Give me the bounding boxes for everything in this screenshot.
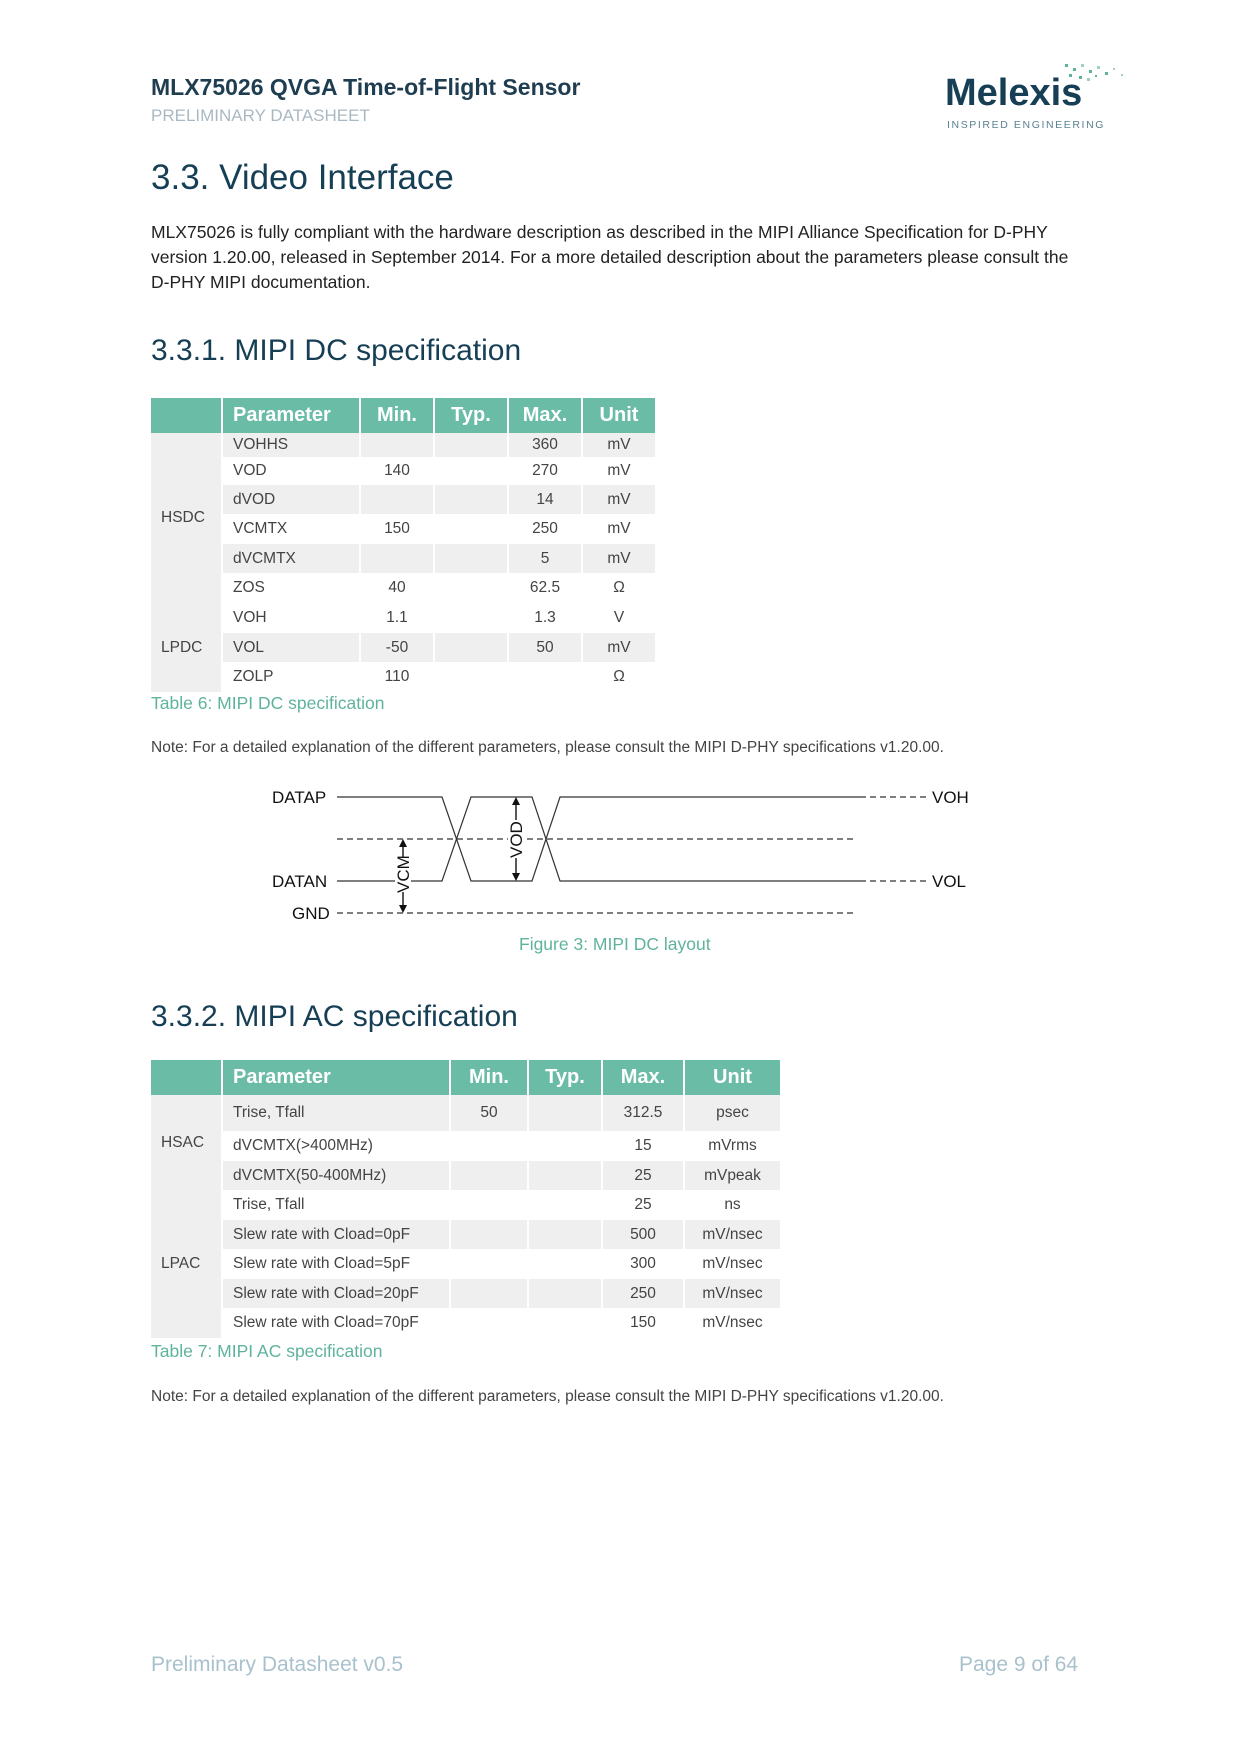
footer-page-number: Page 9 of 64 xyxy=(959,1653,1079,1676)
cell-typ xyxy=(434,544,508,573)
cell-parameter: Slew rate with Cload=0pF xyxy=(222,1220,450,1249)
table-header-max: Max. xyxy=(602,1060,684,1095)
cell-parameter: VOHHS xyxy=(222,433,360,457)
cell-parameter: Slew rate with Cload=5pF xyxy=(222,1249,450,1279)
cell-max: 250 xyxy=(508,514,582,544)
label-vol: VOL xyxy=(932,872,967,891)
figure-caption: Figure 3: MIPI DC layout xyxy=(519,934,711,954)
cell-max: 14 xyxy=(508,485,582,514)
cell-max: 300 xyxy=(602,1249,684,1279)
vcm-arrow-head-bottom xyxy=(399,905,407,913)
dc-table-caption: Table 6: MIPI DC specification xyxy=(151,693,385,713)
table-header-min: Min. xyxy=(450,1060,528,1095)
cell-parameter: Slew rate with Cload=20pF xyxy=(222,1279,450,1308)
table-header-unit: Unit xyxy=(684,1060,781,1095)
document-subtitle: PRELIMINARY DATASHEET xyxy=(151,106,370,125)
cell-parameter: ZOLP xyxy=(222,662,360,692)
cell-typ xyxy=(528,1279,602,1308)
table-row xyxy=(151,573,656,603)
cell-max: 5 xyxy=(508,544,582,573)
table-row xyxy=(151,603,656,633)
cell-typ xyxy=(528,1220,602,1249)
cell-typ xyxy=(434,573,508,603)
group-label: LPAC xyxy=(151,1190,222,1338)
cell-max: 250 xyxy=(602,1279,684,1308)
group-label: HSDC xyxy=(151,433,222,603)
vcm-arrow-head-top xyxy=(399,839,407,847)
melexis-logo xyxy=(945,62,1130,134)
table-header-group xyxy=(151,398,222,433)
cell-unit: mV/nsec xyxy=(684,1279,781,1308)
table-header-max: Max. xyxy=(508,398,582,433)
cell-unit: V xyxy=(582,603,656,633)
ac-table-caption: Table 7: MIPI AC specification xyxy=(151,1341,383,1361)
cell-max: 312.5 xyxy=(602,1095,684,1131)
cell-parameter: VOD xyxy=(222,457,360,485)
cell-unit: mVrms xyxy=(684,1131,781,1161)
cell-parameter: Trise, Tfall xyxy=(222,1190,450,1220)
cell-min xyxy=(450,1279,528,1308)
cell-min xyxy=(450,1190,528,1220)
cell-max: 15 xyxy=(602,1131,684,1161)
table-row xyxy=(151,1131,781,1161)
table-row xyxy=(151,1161,781,1190)
table-row xyxy=(151,662,656,692)
cell-min: 140 xyxy=(360,457,434,485)
group-label: LPDC xyxy=(151,603,222,692)
label-vcm: VCM xyxy=(394,855,413,893)
table-row xyxy=(151,1095,781,1131)
cell-parameter: VOL xyxy=(222,633,360,662)
cell-typ xyxy=(528,1131,602,1161)
section-title: 3.3. Video Interface xyxy=(151,158,454,197)
cell-typ xyxy=(434,485,508,514)
cell-typ xyxy=(434,457,508,485)
cell-min xyxy=(360,433,434,457)
cell-unit: mVpeak xyxy=(684,1161,781,1190)
cell-max: 25 xyxy=(602,1190,684,1220)
cell-typ xyxy=(434,603,508,633)
table-row xyxy=(151,1190,781,1220)
cell-unit: mV/nsec xyxy=(684,1249,781,1279)
group-label: HSAC xyxy=(151,1095,222,1190)
cell-min xyxy=(450,1308,528,1338)
table-row xyxy=(151,633,656,662)
table-row xyxy=(151,485,656,514)
logo-tagline: INSPIRED ENGINEERING xyxy=(947,119,1106,131)
cell-unit: mV/nsec xyxy=(684,1308,781,1338)
cell-typ xyxy=(528,1095,602,1131)
table-row xyxy=(151,544,656,573)
label-vod: VOD xyxy=(507,821,526,858)
cell-max: 270 xyxy=(508,457,582,485)
label-voh: VOH xyxy=(932,788,969,807)
cell-unit: Ω xyxy=(582,662,656,692)
cell-unit: mV xyxy=(582,485,656,514)
cell-parameter: VCMTX xyxy=(222,514,360,544)
cell-min: 50 xyxy=(450,1095,528,1131)
cell-unit: psec xyxy=(684,1095,781,1131)
cell-min xyxy=(360,485,434,514)
section-intro: MLX75026 is fully compliant with the hardware description as described in the MIPI Alliance Specification for D-PHY version 1.20.00, released in September 2014. For a more detailed description about the parameters please consult the D-PHY MIPI documentation. xyxy=(151,222,1069,292)
table-row xyxy=(151,457,656,485)
label-datan: DATAN xyxy=(272,872,328,891)
cell-max: 25 xyxy=(602,1161,684,1190)
cell-typ xyxy=(528,1308,602,1338)
cell-max: 62.5 xyxy=(508,573,582,603)
cell-typ xyxy=(528,1190,602,1220)
table-header-parameter: Parameter xyxy=(222,398,360,433)
table-row xyxy=(151,1308,781,1338)
cell-min xyxy=(450,1161,528,1190)
document-title: MLX75026 QVGA Time-of-Flight Sensor xyxy=(151,74,581,100)
cell-min: 150 xyxy=(360,514,434,544)
cell-max: 1.3 xyxy=(508,603,582,633)
table-row xyxy=(151,1220,781,1249)
cell-unit: mV xyxy=(582,544,656,573)
cell-typ xyxy=(528,1249,602,1279)
cell-min: 1.1 xyxy=(360,603,434,633)
cell-unit: mV/nsec xyxy=(684,1220,781,1249)
ac-spec-title: 3.3.2. MIPI AC specification xyxy=(151,1000,518,1033)
cell-parameter: Trise, Tfall xyxy=(222,1095,450,1131)
cell-unit: Ω xyxy=(582,573,656,603)
table-header-row xyxy=(151,398,656,433)
table-row xyxy=(151,1249,781,1279)
ac-spec-table xyxy=(151,1060,782,1338)
cell-unit: mV xyxy=(582,514,656,544)
ac-note: Note: For a detailed explanation of the different parameters, please consult the MIPI D-PHY specifications v1.20.00. xyxy=(151,1388,944,1405)
cell-typ xyxy=(434,633,508,662)
table-row xyxy=(151,433,656,457)
table-row xyxy=(151,1279,781,1308)
logo-wordmark: Melexis xyxy=(945,72,1083,114)
cell-max: 50 xyxy=(508,633,582,662)
cell-typ xyxy=(528,1161,602,1190)
cell-parameter: ZOS xyxy=(222,573,360,603)
cell-typ xyxy=(434,514,508,544)
table-row xyxy=(151,514,656,544)
label-gnd: GND xyxy=(292,904,330,920)
vod-arrow-head-bottom xyxy=(512,873,520,881)
cell-parameter: dVCMTX xyxy=(222,544,360,573)
cell-max: 150 xyxy=(602,1308,684,1338)
cell-unit: mV xyxy=(582,457,656,485)
table-header-group xyxy=(151,1060,222,1095)
cell-max: 500 xyxy=(602,1220,684,1249)
dc-spec-table xyxy=(151,398,657,692)
vod-arrow-head-top xyxy=(512,797,520,805)
table-header-unit: Unit xyxy=(582,398,656,433)
dc-spec-title: 3.3.1. MIPI DC specification xyxy=(151,334,522,367)
cell-unit: ns xyxy=(684,1190,781,1220)
cell-min: 40 xyxy=(360,573,434,603)
cell-min xyxy=(450,1249,528,1279)
label-datap: DATAP xyxy=(272,788,327,807)
dc-note: Note: For a detailed explanation of the different parameters, please consult the MIPI D-PHY specifications v1.20.00. xyxy=(151,739,944,756)
cell-parameter: dVOD xyxy=(222,485,360,514)
cell-unit: mV xyxy=(582,633,656,662)
cell-min xyxy=(360,544,434,573)
cell-min xyxy=(450,1131,528,1161)
mipi-dc-layout-diagram xyxy=(260,780,980,920)
cell-typ xyxy=(434,433,508,457)
cell-max: 360 xyxy=(508,433,582,457)
table-header-typ: Typ. xyxy=(434,398,508,433)
cell-unit: mV xyxy=(582,433,656,457)
table-header-min: Min. xyxy=(360,398,434,433)
cell-parameter: dVCMTX(>400MHz) xyxy=(222,1131,450,1161)
table-header-parameter: Parameter xyxy=(222,1060,450,1095)
table-header-typ: Typ. xyxy=(528,1060,602,1095)
cell-typ xyxy=(434,662,508,692)
cell-parameter: Slew rate with Cload=70pF xyxy=(222,1308,450,1338)
table-header-row xyxy=(151,1060,781,1095)
footer-version: Preliminary Datasheet v0.5 xyxy=(151,1653,404,1676)
cell-min xyxy=(450,1220,528,1249)
cell-max xyxy=(508,662,582,692)
cell-min: -50 xyxy=(360,633,434,662)
cell-parameter: VOH xyxy=(222,603,360,633)
cell-min: 110 xyxy=(360,662,434,692)
cell-parameter: dVCMTX(50-400MHz) xyxy=(222,1161,450,1190)
